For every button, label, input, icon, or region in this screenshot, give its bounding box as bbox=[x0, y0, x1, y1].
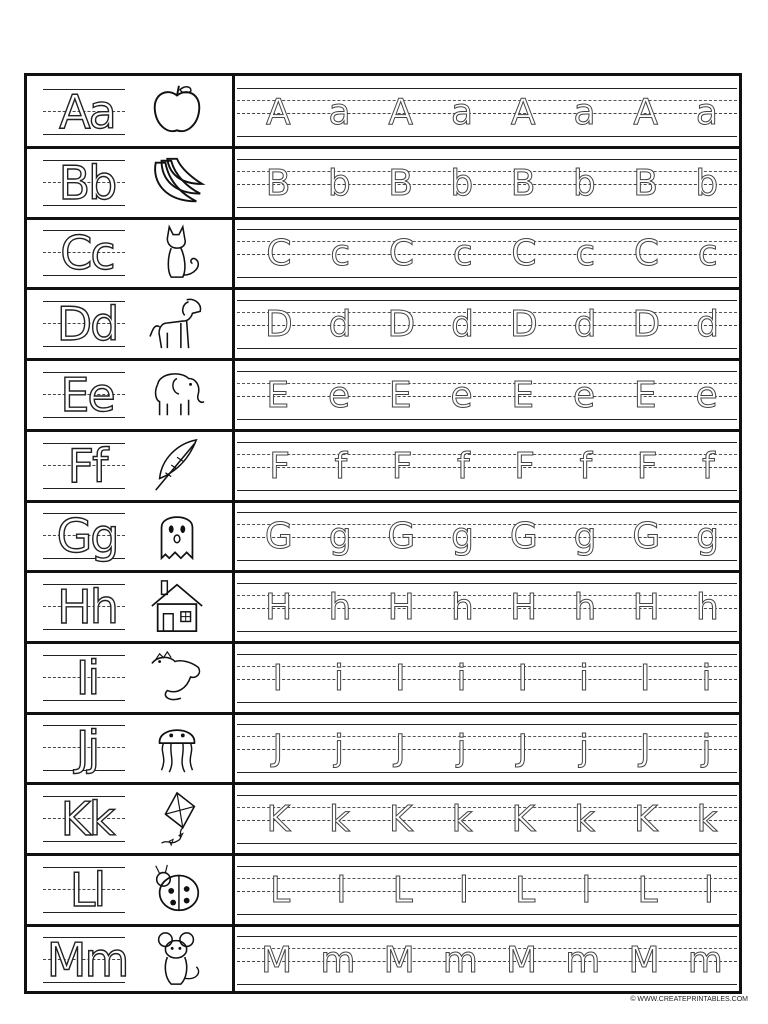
trace-letter-upper: M bbox=[506, 940, 538, 981]
trace-letter-lower: l bbox=[703, 870, 714, 911]
letter-pair bbox=[35, 648, 127, 706]
trace-letter-upper: I bbox=[272, 658, 284, 699]
trace-letter-upper: D bbox=[387, 304, 416, 345]
letter-row-i bbox=[27, 642, 739, 712]
letter-pair bbox=[35, 365, 127, 423]
trace-letter-lower: b bbox=[450, 163, 474, 204]
kite-icon bbox=[147, 789, 207, 847]
trace-letter-upper: C bbox=[511, 233, 537, 274]
trace-letter-upper: A bbox=[388, 92, 414, 133]
trace-letter-upper: C bbox=[266, 233, 292, 274]
letter-pair-text: Ll bbox=[69, 863, 105, 917]
trace-letter-lower: c bbox=[575, 233, 596, 274]
tracing-lines bbox=[237, 642, 737, 712]
letter-pair-text: Dd bbox=[56, 297, 118, 351]
ghost-icon bbox=[147, 506, 207, 564]
trace-letter-lower: f bbox=[702, 446, 715, 487]
letter-pair-text: Hh bbox=[57, 580, 117, 634]
trace-letter-upper: K bbox=[511, 799, 536, 840]
letter-cell bbox=[27, 642, 232, 712]
trace-letter-lower: h bbox=[573, 587, 597, 628]
apple-icon bbox=[147, 82, 207, 140]
tracing-lines bbox=[237, 571, 737, 641]
letter-row-e bbox=[27, 359, 739, 429]
trace-letter-lower: g bbox=[328, 516, 352, 557]
letter-pair bbox=[35, 436, 127, 494]
letter-cell bbox=[27, 217, 232, 287]
letter-pair bbox=[35, 718, 127, 776]
trace-letter-upper: G bbox=[264, 516, 293, 557]
ladybug-icon bbox=[147, 860, 207, 918]
trace-letter-upper: K bbox=[266, 799, 291, 840]
trace-letter-lower: g bbox=[451, 516, 475, 557]
tracing-lines bbox=[237, 783, 737, 853]
letter-pair-text: Mm bbox=[46, 933, 128, 987]
trace-letter-lower: i bbox=[334, 658, 345, 699]
letter-pair bbox=[35, 789, 127, 847]
trace-letter-lower: e bbox=[572, 375, 596, 416]
trace-letter-upper: I bbox=[517, 658, 529, 699]
cat-icon bbox=[147, 223, 207, 281]
trace-letter-lower: j bbox=[456, 728, 467, 769]
letter-pair bbox=[35, 860, 127, 918]
letter-row-k bbox=[27, 783, 739, 853]
trace-letter-lower: k bbox=[329, 799, 350, 840]
trace-letter-upper: E bbox=[511, 375, 535, 416]
letter-pair-text: Ff bbox=[67, 439, 107, 493]
trace-letter-upper: J bbox=[639, 728, 651, 769]
letter-cell bbox=[27, 430, 232, 500]
trace-letter-upper: A bbox=[633, 92, 659, 133]
letter-cell bbox=[27, 500, 232, 570]
letter-row-g bbox=[27, 500, 739, 570]
letter-cell bbox=[27, 924, 232, 994]
letter-pair bbox=[35, 223, 127, 281]
letter-cell bbox=[27, 76, 232, 146]
trace-letter-upper: H bbox=[510, 587, 538, 628]
trace-letter-upper: K bbox=[634, 799, 658, 840]
trace-letter-lower: m bbox=[687, 940, 723, 981]
letter-row-b bbox=[27, 147, 739, 217]
trace-letter-lower: b bbox=[327, 163, 351, 204]
elephant-icon bbox=[147, 365, 207, 423]
worksheet bbox=[24, 73, 742, 994]
trace-letter-lower: j bbox=[334, 728, 345, 769]
letter-row-m bbox=[27, 924, 739, 994]
trace-letter-lower: l bbox=[581, 870, 592, 911]
letter-pair-text: Gg bbox=[56, 509, 118, 563]
letter-cell bbox=[27, 854, 232, 924]
letter-cell bbox=[27, 783, 232, 853]
trace-letter-lower: d bbox=[328, 304, 352, 345]
letter-pair-text: Kk bbox=[60, 792, 114, 846]
letter-pair bbox=[35, 506, 127, 564]
letter-row-j bbox=[27, 712, 739, 782]
trace-letter-upper: G bbox=[632, 516, 661, 557]
tracing-lines bbox=[237, 288, 737, 358]
trace-letter-lower: f bbox=[579, 446, 593, 487]
tracing-lines bbox=[237, 76, 737, 146]
letter-pair bbox=[35, 294, 127, 352]
trace-letter-upper: A bbox=[265, 92, 291, 133]
trace-letter-upper: F bbox=[636, 446, 658, 487]
trace-letter-lower: h bbox=[451, 587, 474, 628]
trace-letter-upper: L bbox=[637, 870, 658, 911]
letter-pair-text: Ii bbox=[75, 651, 99, 705]
letter-row-d bbox=[27, 288, 739, 358]
letter-pair-text: Jj bbox=[75, 721, 99, 775]
trace-letter-upper: M bbox=[261, 940, 293, 981]
trace-letter-upper: A bbox=[510, 92, 536, 133]
trace-letter-upper: C bbox=[388, 233, 415, 274]
trace-letter-lower: g bbox=[573, 516, 597, 557]
trace-letter-lower: g bbox=[696, 516, 719, 557]
trace-letter-upper: E bbox=[388, 375, 412, 416]
trace-letter-lower: k bbox=[451, 799, 473, 840]
trace-letter-lower: l bbox=[336, 870, 347, 911]
trace-letter-lower: c bbox=[452, 233, 473, 274]
banana-icon bbox=[147, 153, 207, 211]
letter-cell bbox=[27, 712, 232, 782]
trace-letter-upper: L bbox=[515, 870, 536, 911]
trace-letter-lower: a bbox=[328, 92, 351, 133]
trace-letter-lower: b bbox=[572, 163, 596, 204]
trace-letter-upper: L bbox=[270, 870, 291, 911]
trace-letter-lower: m bbox=[442, 940, 478, 981]
letter-row-l bbox=[27, 854, 739, 924]
trace-letter-upper: B bbox=[510, 163, 536, 204]
trace-letter-upper: E bbox=[266, 375, 290, 416]
trace-letter-lower: e bbox=[327, 375, 351, 416]
tracing-lines bbox=[237, 924, 737, 994]
trace-letter-lower: m bbox=[320, 940, 356, 981]
letter-row-c bbox=[27, 217, 739, 287]
iguana-icon bbox=[147, 648, 207, 706]
trace-letter-lower: b bbox=[695, 163, 719, 204]
trace-letter-upper: F bbox=[269, 446, 290, 487]
trace-letter-upper: M bbox=[628, 940, 660, 981]
trace-letter-lower: i bbox=[701, 658, 712, 699]
tracing-lines bbox=[237, 854, 737, 924]
letter-pair bbox=[35, 82, 127, 140]
trace-letter-lower: d bbox=[573, 304, 597, 345]
letter-cell bbox=[27, 147, 232, 217]
footer-credit: © WWW.CREATEPRINTABLES.COM bbox=[630, 996, 748, 1003]
trace-letter-lower: a bbox=[450, 92, 474, 133]
letter-cell bbox=[27, 359, 232, 429]
trace-letter-upper: G bbox=[387, 516, 416, 557]
letter-pair bbox=[35, 153, 127, 211]
trace-letter-lower: m bbox=[565, 940, 601, 981]
tracing-lines bbox=[237, 500, 737, 570]
trace-letter-lower: l bbox=[458, 870, 469, 911]
trace-letter-lower: d bbox=[696, 304, 720, 345]
trace-letter-lower: i bbox=[578, 658, 589, 699]
trace-letter-upper: B bbox=[633, 163, 658, 204]
trace-letter-upper: D bbox=[509, 304, 538, 345]
trace-letter-upper: K bbox=[389, 799, 413, 840]
letter-cell bbox=[27, 288, 232, 358]
trace-letter-upper: M bbox=[383, 940, 415, 981]
dog-icon bbox=[147, 294, 207, 352]
trace-letter-upper: J bbox=[517, 728, 529, 769]
trace-letter-lower: a bbox=[573, 92, 596, 133]
trace-letter-upper: L bbox=[392, 870, 413, 911]
trace-letter-upper: I bbox=[394, 658, 406, 699]
trace-letter-upper: B bbox=[388, 163, 413, 204]
letter-row-h bbox=[27, 571, 739, 641]
letter-pair-text: Bb bbox=[58, 156, 116, 210]
trace-letter-upper: B bbox=[265, 163, 291, 204]
trace-letter-lower: k bbox=[574, 799, 595, 840]
trace-letter-lower: e bbox=[450, 375, 473, 416]
tracing-lines bbox=[237, 147, 737, 217]
letter-pair bbox=[35, 577, 127, 635]
trace-letter-lower: e bbox=[695, 375, 718, 416]
trace-letter-upper: J bbox=[272, 728, 284, 769]
mouse-icon bbox=[147, 930, 207, 988]
jellyfish-icon bbox=[147, 718, 207, 776]
trace-letter-lower: f bbox=[334, 446, 348, 487]
feather-icon bbox=[147, 436, 207, 494]
tracing-lines bbox=[237, 430, 737, 500]
trace-letter-lower: a bbox=[695, 92, 718, 133]
trace-letter-lower: i bbox=[456, 658, 467, 699]
trace-letter-upper: C bbox=[633, 233, 660, 274]
trace-letter-lower: h bbox=[696, 587, 719, 628]
trace-letter-upper: H bbox=[265, 587, 293, 628]
trace-letter-upper: D bbox=[264, 304, 293, 345]
trace-letter-lower: k bbox=[696, 799, 718, 840]
trace-letter-lower: j bbox=[701, 728, 712, 769]
trace-letter-lower: j bbox=[578, 728, 589, 769]
letter-pair-text: Cc bbox=[60, 226, 114, 280]
trace-letter-upper: H bbox=[632, 587, 660, 628]
trace-letter-upper: G bbox=[509, 516, 538, 557]
letter-pair bbox=[35, 930, 127, 988]
trace-letter-upper: I bbox=[639, 658, 651, 699]
letter-pair-text: Aa bbox=[59, 85, 115, 139]
tracing-lines bbox=[237, 217, 737, 287]
trace-letter-lower: c bbox=[697, 233, 718, 274]
tracing-lines bbox=[237, 712, 737, 782]
letter-cell bbox=[27, 571, 232, 641]
trace-letter-lower: f bbox=[457, 446, 470, 487]
trace-letter-upper: H bbox=[387, 587, 415, 628]
house-icon bbox=[147, 577, 207, 635]
trace-letter-upper: F bbox=[391, 446, 413, 487]
trace-letter-upper: D bbox=[632, 304, 661, 345]
trace-letter-lower: c bbox=[330, 233, 351, 274]
trace-letter-lower: d bbox=[451, 304, 475, 345]
letter-pair-text: Ee bbox=[60, 368, 114, 422]
letter-row-f bbox=[27, 430, 739, 500]
trace-letter-lower: h bbox=[328, 587, 352, 628]
trace-letter-upper: J bbox=[394, 728, 406, 769]
trace-letter-upper: F bbox=[514, 446, 535, 487]
tracing-lines bbox=[237, 359, 737, 429]
trace-letter-upper: E bbox=[633, 375, 657, 416]
letter-row-a bbox=[27, 76, 739, 146]
